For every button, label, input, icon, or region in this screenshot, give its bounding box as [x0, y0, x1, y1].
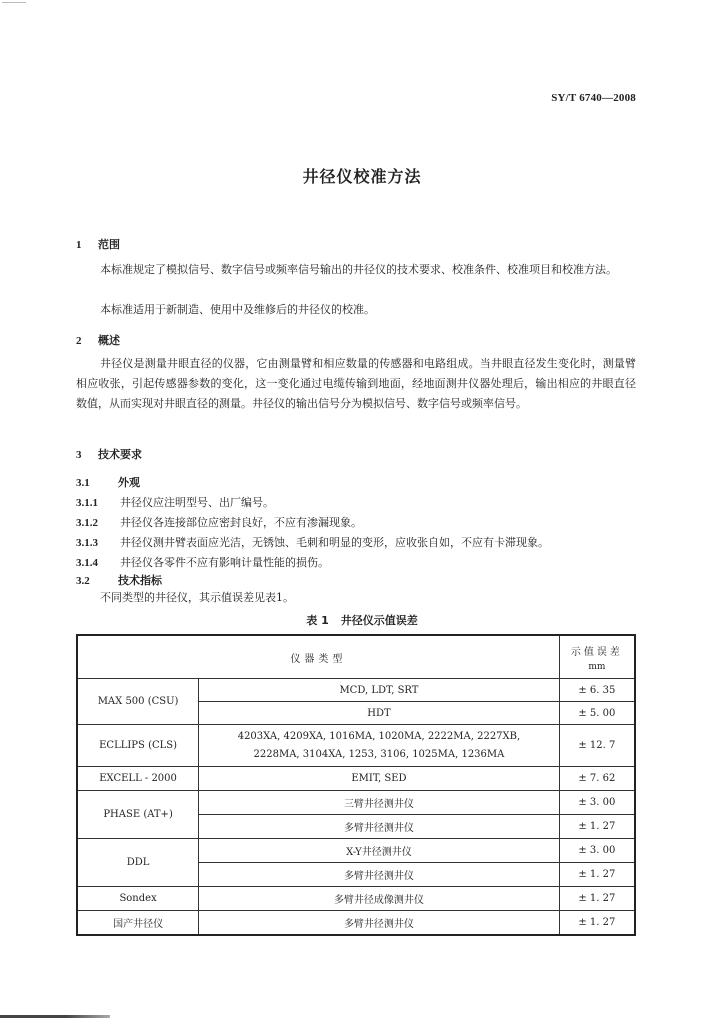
subsection-3-2-paragraph: 不同类型的井径仪，其示值误差见表1。: [100, 591, 294, 604]
group-name-cell: DDL: [77, 839, 199, 887]
error-cell: ± 7. 62: [559, 767, 635, 791]
table-number: 表 1: [306, 614, 329, 627]
table-row: [77, 791, 635, 815]
error-cell: ± 1. 27: [559, 887, 635, 911]
section-1-paragraph-2: 本标准适用于新制造、使用中及维修后的井径仪的校准。: [100, 303, 375, 316]
clause-number: 3.1.3: [76, 537, 98, 549]
section-number: 3: [76, 449, 82, 461]
model-cell: 多臂井径测井仪: [199, 863, 560, 887]
section-title: 概述: [98, 334, 120, 347]
error-table: [76, 634, 636, 936]
model-cell: MCD, LDT, SRT: [199, 679, 560, 702]
clause-3-1-4: [76, 554, 329, 570]
clause-number: 3.1.4: [76, 557, 98, 569]
table-row: [77, 911, 635, 935]
clause-number: 3.1.1: [76, 497, 98, 509]
group-name-cell: MAX 500 (CSU): [77, 679, 199, 725]
model-line: 4203XA, 4209XA, 1016MA, 1020MA, 2222MA, 2227XB,: [237, 730, 521, 742]
table-row: [77, 887, 635, 911]
table-row: [77, 767, 635, 791]
error-cell: ± 3. 00: [559, 839, 635, 863]
subsection-title: 技术指标: [118, 574, 162, 587]
section-1-heading: [76, 236, 120, 252]
table-row: [77, 679, 635, 702]
section-number: 1: [76, 239, 82, 251]
clause-text: 井径仪测井臂表面应光洁，无锈蚀、毛刺和明显的变形，应收张自如，不应有卡滞现象。: [120, 536, 549, 549]
model-cell: [199, 725, 560, 767]
group-name-cell: Sondex: [77, 887, 199, 911]
model-cell: 多臂井径测井仪: [199, 911, 560, 935]
header-error-label: 示值误差: [570, 646, 623, 658]
subsection-title: 外观: [118, 476, 140, 489]
error-cell: ± 12. 7: [559, 725, 635, 767]
group-name-cell: 国产井径仪: [77, 911, 199, 935]
section-3-heading: [76, 446, 142, 462]
scan-artifact: [0, 1015, 110, 1018]
table-row: [77, 725, 635, 767]
table-header-row: [77, 635, 635, 679]
clause-number: 3.1.2: [76, 517, 98, 529]
standard-number: SY/T 6740—2008: [551, 92, 636, 104]
scan-artifact: [2, 2, 26, 3]
error-cell: ± 1. 27: [559, 863, 635, 887]
section-1-paragraph-1: 本标准规定了模拟信号、数字信号或频率信号输出的井径仪的技术要求、校准条件、校准项目和校准方法。: [100, 263, 617, 276]
group-name-cell: EXCELL - 2000: [77, 767, 199, 791]
subsection-3-1-heading: [76, 474, 140, 490]
clause-text: 井径仪应注明型号、出厂编号。: [120, 496, 274, 509]
error-cell: ± 1. 27: [559, 911, 635, 935]
clause-3-1-3: [76, 534, 549, 550]
group-name-cell: PHASE (AT+): [77, 791, 199, 839]
model-line: 2228MA, 3104XA, 1253, 3106, 1025MA, 1236MA: [253, 748, 505, 760]
subsection-number: 3.2: [76, 575, 90, 587]
model-cell: EMIT, SED: [199, 767, 560, 791]
table-title: 井径仪示值误差: [340, 614, 418, 627]
header-indication-error: [559, 635, 635, 679]
error-cell: ± 1. 27: [559, 815, 635, 839]
document-title: 井径仪校准方法: [302, 167, 422, 186]
model-cell: 多臂井径测井仪: [199, 815, 560, 839]
error-cell: ± 6. 35: [559, 679, 635, 702]
header-instrument-type: 仪器类型: [77, 635, 559, 679]
section-title: 范围: [98, 238, 120, 251]
section-2-heading: [76, 332, 120, 348]
section-title: 技术要求: [98, 448, 142, 461]
header-error-unit: mm: [588, 661, 606, 672]
error-cell: ± 5. 00: [559, 702, 635, 725]
model-cell: 多臂井径成像测井仪: [199, 887, 560, 911]
table-caption: [0, 612, 724, 628]
error-cell: ± 3. 00: [559, 791, 635, 815]
clause-3-1-2: [76, 514, 362, 530]
subsection-number: 3.1: [76, 477, 90, 489]
subsection-3-2-heading: [76, 572, 162, 588]
clause-text: 井径仪各连接部位应密封良好，不应有渗漏现象。: [120, 516, 362, 529]
table-row: [77, 839, 635, 863]
group-name-cell: ECLLIPS (CLS): [77, 725, 199, 767]
model-cell: X-Y井径测井仪: [199, 839, 560, 863]
clause-3-1-1: [76, 494, 274, 510]
section-2-paragraph-1: 井径仪是测量井眼直径的仪器，它由测量臂和相应数量的传感器和电路组成。当井眼直径发生变化时，测量臂相应收张，引起传感器参数的变化，这一变化通过电缆传输到地面，经地面测井仪器处理后，输出相应的井眼直径数值，从而实现对井眼直径的测量。井径仪的输出信号分为模拟信号、数字信号或频率信号。: [76, 357, 636, 410]
section-number: 2: [76, 335, 82, 347]
model-cell: 三臂井径测井仪: [199, 791, 560, 815]
model-cell: HDT: [199, 702, 560, 725]
clause-text: 井径仪各零件不应有影响计量性能的损伤。: [120, 556, 329, 569]
